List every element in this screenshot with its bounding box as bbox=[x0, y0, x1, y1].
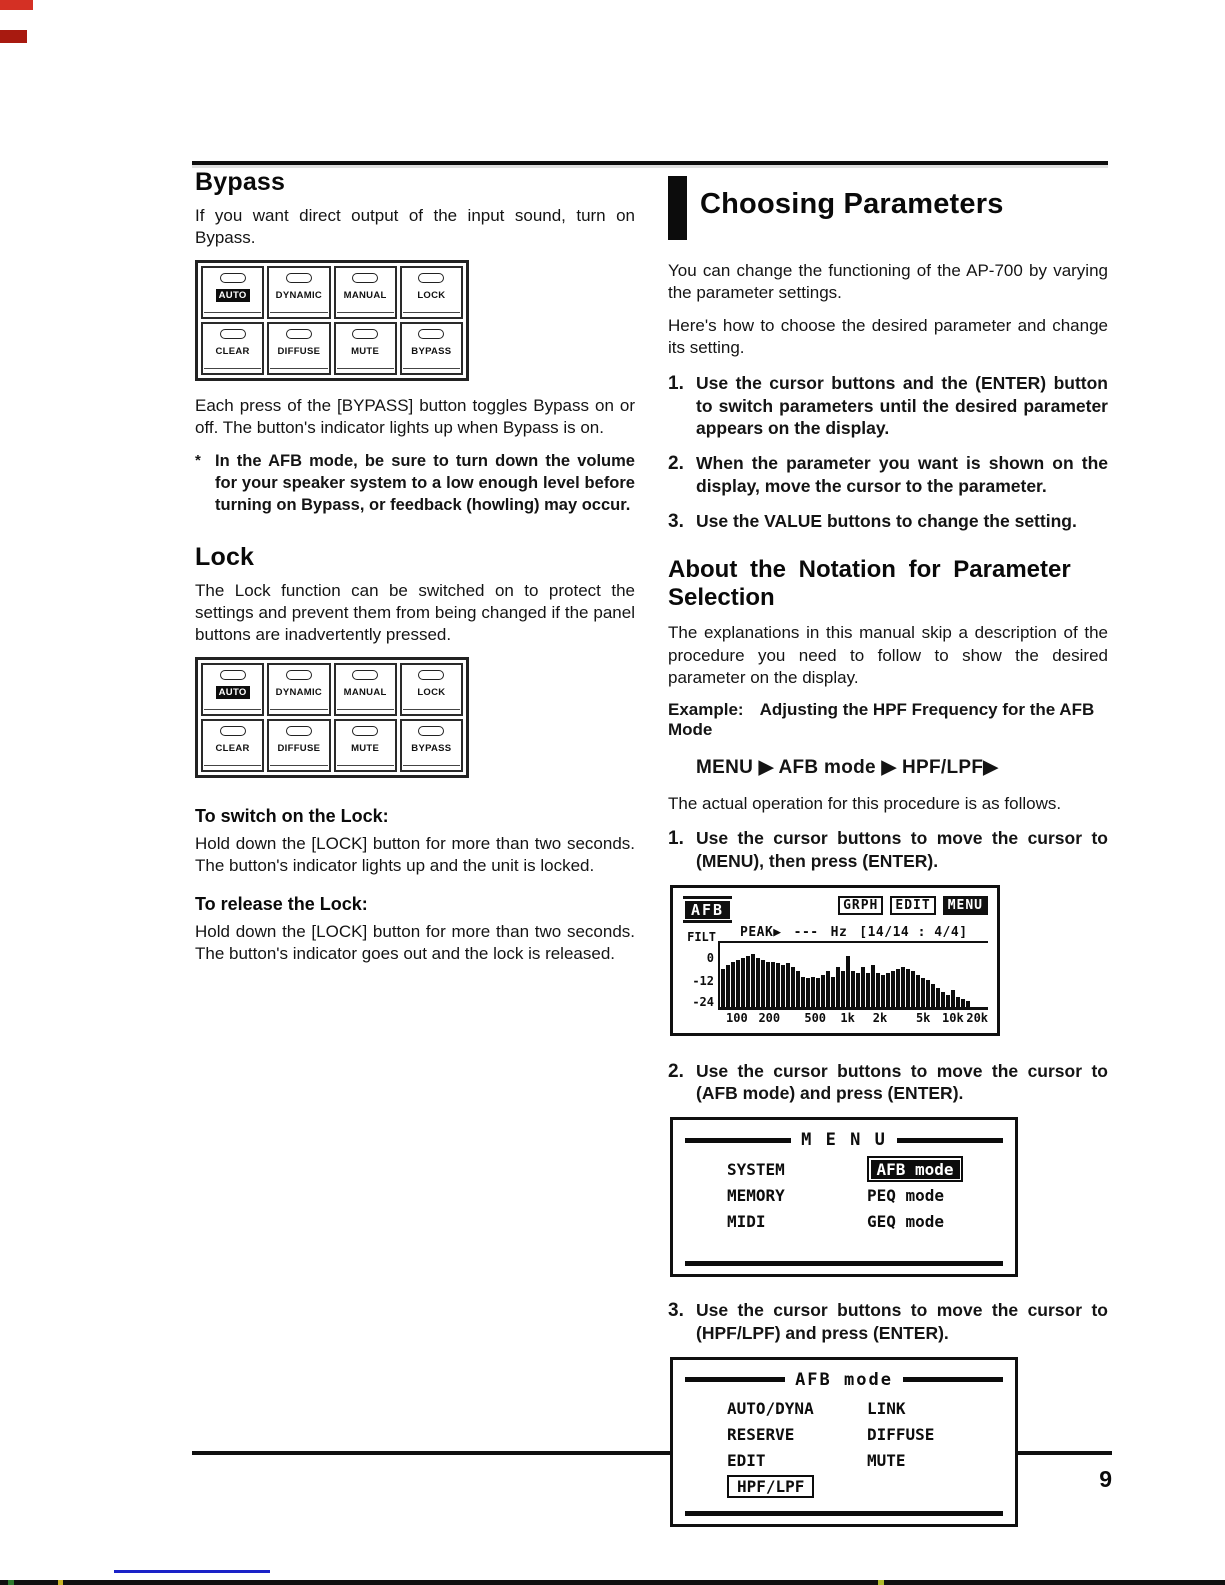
spectrum-bar bbox=[936, 988, 940, 1007]
spectrum-bar bbox=[771, 962, 775, 1007]
example-line bbox=[668, 700, 1108, 740]
hz-label: Hz bbox=[830, 924, 848, 940]
spectrum-bar bbox=[956, 997, 960, 1006]
spectrum-bar bbox=[871, 965, 875, 1006]
spectrum-bar bbox=[751, 954, 755, 1007]
grph-softkey: GRPH bbox=[838, 896, 883, 915]
lock-release-text: Hold down the [LOCK] button for more than two seconds. The button's indicator goes out and the lock is released. bbox=[195, 921, 635, 964]
menu-item-reserve: RESERVE bbox=[727, 1425, 795, 1445]
lock-switch-on-text: Hold down the [LOCK] button for more than two seconds. The button's indicator lights up and the unit is locked. bbox=[195, 833, 635, 876]
y-tick-label: 0 bbox=[706, 950, 714, 965]
menu-item-hpf-lpf-selected: HPF/LPF bbox=[727, 1475, 814, 1498]
button-indicator-led bbox=[352, 329, 378, 339]
lock-release-heading: To release the Lock: bbox=[195, 893, 368, 914]
lcd-display-spectrum bbox=[670, 885, 1000, 1036]
spectrum-bar bbox=[846, 956, 850, 1007]
button-label: DYNAMIC bbox=[275, 289, 323, 301]
spectrum-bar bbox=[901, 967, 905, 1007]
lock-intro: The Lock function can be switched on to protect the settings and prevent them from being changed if the panel buttons are inadvertently pressed. bbox=[195, 580, 635, 645]
spectrum-bar bbox=[881, 975, 885, 1007]
top-rule bbox=[192, 161, 1108, 165]
note-bullet: * bbox=[195, 451, 201, 469]
menu-item-geq-mode: GEQ mode bbox=[867, 1211, 945, 1231]
spectrum-bar bbox=[796, 971, 800, 1007]
panel-button-dynamic bbox=[267, 266, 330, 319]
spectrum-bar bbox=[816, 978, 820, 1006]
spectrum-bar bbox=[806, 978, 810, 1006]
button-indicator-led bbox=[220, 726, 246, 736]
button-indicator-led bbox=[352, 670, 378, 680]
button-label: AUTO bbox=[203, 687, 262, 698]
lcd-display-menu bbox=[670, 1117, 1018, 1277]
left-column bbox=[195, 168, 635, 976]
afb-mode-title: AFB mode bbox=[795, 1369, 893, 1390]
spectrum-bar bbox=[821, 975, 825, 1007]
button-label: MANUAL bbox=[343, 289, 387, 301]
panel-button-dynamic bbox=[267, 663, 330, 716]
menu-title: M E N U bbox=[801, 1130, 887, 1151]
x-tick-label: 200 bbox=[758, 1010, 781, 1025]
menu-item-diffuse: DIFFUSE bbox=[867, 1425, 935, 1445]
spectrum-bar bbox=[786, 963, 790, 1006]
panel-button-auto bbox=[201, 663, 264, 716]
button-indicator-led bbox=[418, 273, 444, 283]
menu-item-afb-mode-selected: AFB mode bbox=[867, 1156, 963, 1182]
button-label: MUTE bbox=[351, 742, 380, 754]
x-tick-label: 2k bbox=[872, 1010, 888, 1025]
spectrum-bar bbox=[741, 958, 745, 1007]
x-tick-label: 500 bbox=[804, 1010, 827, 1025]
button-label: DIFFUSE bbox=[277, 742, 321, 754]
example-text: Adjusting the HPF Frequency for the AFB Mode bbox=[668, 699, 1095, 739]
spectrum-bar bbox=[896, 969, 900, 1007]
menu-row bbox=[685, 1208, 1003, 1234]
page-number: 9 bbox=[1099, 1466, 1112, 1492]
lock-switch-on-heading: To switch on the Lock: bbox=[195, 805, 389, 826]
menu-item-midi: MIDI bbox=[727, 1211, 766, 1231]
example-label: Example: bbox=[668, 699, 744, 719]
spectrum-bar bbox=[966, 1001, 970, 1007]
spectrum-bar bbox=[851, 971, 855, 1007]
spectrum-bar bbox=[826, 971, 830, 1007]
spectrum-bar bbox=[726, 965, 730, 1006]
menu-item-mute: MUTE bbox=[867, 1451, 906, 1471]
y-tick-label: -12 bbox=[692, 973, 714, 988]
panel-button-lock bbox=[400, 266, 463, 319]
button-indicator-led bbox=[286, 726, 312, 736]
spectrum-bar bbox=[766, 962, 770, 1007]
scan-artifact-red-mark-2 bbox=[0, 30, 27, 43]
spectrum-bar bbox=[776, 963, 780, 1006]
button-indicator-led bbox=[286, 670, 312, 680]
spectrum-bar bbox=[841, 971, 845, 1007]
lcd-display-afb-mode bbox=[670, 1357, 1018, 1527]
choosing-para-2: Here's how to choose the desired parameter and change its setting. bbox=[668, 315, 1108, 358]
button-indicator-led bbox=[352, 273, 378, 283]
spectrum-bar bbox=[911, 971, 915, 1007]
panel-button-mute bbox=[334, 322, 397, 375]
menu-item-edit: EDIT bbox=[727, 1451, 766, 1471]
button-indicator-led bbox=[220, 670, 246, 680]
scan-artifact-speck bbox=[58, 1580, 63, 1585]
menu-bottom-bar bbox=[685, 1511, 1003, 1516]
menu-row bbox=[685, 1422, 1003, 1448]
button-label: DYNAMIC bbox=[275, 686, 323, 698]
step-text: When the parameter you want is shown on the display, move the cursor to the parameter. bbox=[696, 453, 1108, 496]
notation-heading: About the Notation for Parameter Selection bbox=[668, 555, 1071, 612]
button-label: BYPASS bbox=[411, 345, 452, 357]
panel-button-manual bbox=[334, 266, 397, 319]
page-counter: [14/14 : 4/4] bbox=[859, 924, 968, 940]
step-text: Use the cursor buttons to move the cursor to (AFB mode) and press (ENTER). bbox=[696, 1060, 1108, 1104]
title-bar-right bbox=[897, 1138, 1003, 1143]
spectrum-bar bbox=[721, 969, 725, 1007]
title-bar-right bbox=[903, 1377, 1003, 1382]
button-indicator-led bbox=[286, 329, 312, 339]
step-number: 3. bbox=[668, 1300, 684, 1322]
title-bar-left bbox=[685, 1377, 785, 1382]
spectrum-bar bbox=[946, 995, 950, 1006]
panel-button-auto bbox=[201, 266, 264, 319]
bypass-intro: If you want direct output of the input sound, turn on Bypass. bbox=[195, 206, 635, 248]
button-label: CLEAR bbox=[215, 345, 250, 357]
procedure-step-3 bbox=[668, 1299, 1108, 1345]
spectrum-bar bbox=[866, 973, 870, 1007]
note-text: In the AFB mode, be sure to turn down the volume for your speaker system to a low enough level before turning on Bypass, or feedback (howling) may occur. bbox=[215, 451, 635, 515]
panel-button-clear bbox=[201, 322, 264, 375]
choosing-parameters-headline bbox=[668, 176, 1108, 240]
spectrum-bar bbox=[736, 960, 740, 1007]
spectrum-bar bbox=[876, 973, 880, 1007]
spectrum-bar bbox=[916, 975, 920, 1007]
button-indicator-led bbox=[286, 273, 312, 283]
choosing-step-3 bbox=[668, 510, 1108, 534]
notation-para: The explanations in this manual skip a description of the procedure you need to follow to show the desired parameter on the display. bbox=[668, 623, 1108, 688]
button-label: BYPASS bbox=[411, 742, 452, 754]
choosing-step-2 bbox=[668, 452, 1108, 498]
spectrum-bar bbox=[801, 977, 805, 1007]
step-number: 2. bbox=[668, 1060, 684, 1082]
step-number: 2. bbox=[668, 453, 684, 474]
spectrum-bar bbox=[906, 969, 910, 1007]
button-indicator-led bbox=[418, 329, 444, 339]
filt-label: FILT bbox=[687, 929, 716, 944]
button-indicator-led bbox=[418, 726, 444, 736]
menu-title-row bbox=[685, 1130, 1003, 1150]
spectrum-bar bbox=[731, 962, 735, 1007]
scan-artifact-red-mark-1 bbox=[0, 0, 33, 10]
button-label: DIFFUSE bbox=[277, 345, 321, 357]
menu-item-peq-mode: PEQ mode bbox=[867, 1185, 945, 1205]
procedure-step-2 bbox=[668, 1060, 1108, 1106]
spectrum-bar bbox=[926, 980, 930, 1006]
spectrum-bar bbox=[891, 971, 895, 1007]
menu-row bbox=[685, 1156, 1003, 1182]
step-text: Use the VALUE buttons to change the setting. bbox=[696, 510, 1077, 531]
choosing-para-1: You can change the functioning of the AP-700 by varying the parameter settings. bbox=[668, 261, 1108, 303]
afb-tab: AFB bbox=[685, 901, 730, 919]
step-text: Use the cursor buttons to move the cursor to (MENU), then press (ENTER). bbox=[696, 828, 1108, 871]
x-axis-labels bbox=[718, 1012, 988, 1027]
menu-bottom-bar bbox=[685, 1261, 1003, 1266]
lock-button-panel-diagram bbox=[195, 657, 469, 778]
choosing-parameters-heading: Choosing Parameters bbox=[700, 188, 1004, 220]
scan-artifact-blue-line bbox=[114, 1570, 270, 1573]
button-indicator-led bbox=[220, 329, 246, 339]
x-tick-label: 1k bbox=[840, 1010, 855, 1025]
afb-warning-note bbox=[195, 450, 635, 517]
menu-softkey-selected: MENU bbox=[943, 896, 988, 915]
button-indicator-led bbox=[352, 726, 378, 736]
button-indicator-led bbox=[220, 273, 246, 283]
x-tick-label: 10k bbox=[942, 1010, 964, 1025]
spectrum-bar bbox=[941, 992, 945, 1007]
menu-item-memory: MEMORY bbox=[727, 1185, 785, 1205]
panel-button-bypass bbox=[400, 719, 463, 772]
notation-para-2: The actual operation for this procedure is as follows. bbox=[668, 793, 1062, 813]
bypass-heading: Bypass bbox=[195, 168, 286, 196]
spectrum-bar bbox=[746, 956, 750, 1007]
peak-label: PEAK▶ bbox=[740, 924, 782, 940]
menu-item-auto-dyna: AUTO/DYNA bbox=[727, 1399, 814, 1419]
spectrum-bar bbox=[831, 977, 835, 1007]
spectrum-bar bbox=[756, 958, 760, 1007]
menu-row bbox=[685, 1396, 1003, 1422]
spectrum-bar bbox=[931, 984, 935, 1007]
step-number: 1. bbox=[668, 828, 684, 850]
headline-bar bbox=[668, 176, 687, 240]
menu-item-system: SYSTEM bbox=[727, 1159, 785, 1179]
step-number: 3. bbox=[668, 510, 684, 532]
panel-button-manual bbox=[334, 663, 397, 716]
button-label: MUTE bbox=[351, 345, 380, 357]
button-label: LOCK bbox=[417, 686, 446, 698]
button-indicator-led bbox=[418, 670, 444, 680]
button-label: AUTO bbox=[203, 290, 262, 301]
spectrum-bar bbox=[811, 977, 815, 1007]
spectrum-bar bbox=[856, 973, 860, 1007]
button-label: MANUAL bbox=[343, 686, 387, 698]
spectrum-bars bbox=[721, 943, 988, 1007]
bypass-button-panel-diagram bbox=[195, 260, 469, 381]
scan-artifact-speck bbox=[8, 1580, 14, 1585]
y-tick-label: -24 bbox=[692, 994, 714, 1009]
menu-row bbox=[685, 1448, 1003, 1474]
menu-row bbox=[685, 1182, 1003, 1208]
button-label: CLEAR bbox=[215, 742, 250, 754]
step-text: Use the cursor buttons and the (ENTER) button to switch parameters until the desired parameter appears on the display. bbox=[696, 372, 1108, 439]
spectrum-bar bbox=[791, 967, 795, 1007]
peak-value-dashes: --- bbox=[793, 924, 819, 940]
spectrum-bar bbox=[781, 965, 785, 1006]
scan-artifact-bottom-edge bbox=[0, 1580, 1225, 1585]
panel-button-diffuse bbox=[267, 719, 330, 772]
afb-tab-frame bbox=[683, 896, 732, 923]
menu-title-row bbox=[685, 1370, 1003, 1390]
lock-heading: Lock bbox=[195, 542, 255, 571]
panel-button-lock bbox=[400, 663, 463, 716]
step-text: Use the cursor buttons to move the cursor to (HPF/LPF) and press (ENTER). bbox=[696, 1300, 1108, 1343]
menu-item-link: LINK bbox=[867, 1399, 906, 1419]
spectrum-bar bbox=[951, 990, 955, 1007]
button-label: LOCK bbox=[417, 289, 446, 301]
choosing-step-1 bbox=[668, 372, 1108, 440]
step-number: 1. bbox=[668, 372, 684, 394]
x-tick-label: 100 bbox=[726, 1010, 748, 1025]
bypass-paragraph: Each press of the [BYPASS] button toggles Bypass on or off. The button's indicator lights up when Bypass is on. bbox=[195, 395, 635, 438]
procedure-step-1 bbox=[668, 827, 1108, 873]
scan-artifact-speck bbox=[878, 1580, 884, 1585]
x-tick-label: 20k bbox=[966, 1010, 989, 1025]
parameter-breadcrumb: MENU ▶ AFB mode ▶ HPF/LPF▶ bbox=[696, 756, 999, 778]
right-column bbox=[668, 176, 1108, 1539]
edit-softkey: EDIT bbox=[890, 896, 935, 915]
spectrum-bar bbox=[961, 999, 965, 1007]
panel-button-diffuse bbox=[267, 322, 330, 375]
panel-button-bypass bbox=[400, 322, 463, 375]
spectrum-bar bbox=[886, 973, 890, 1007]
spectrum-bar bbox=[921, 978, 925, 1006]
spectrum-bar bbox=[836, 967, 840, 1007]
spectrum-bar bbox=[861, 967, 865, 1007]
panel-button-mute bbox=[334, 719, 397, 772]
panel-button-clear bbox=[201, 719, 264, 772]
menu-row bbox=[685, 1474, 1003, 1500]
title-bar-left bbox=[685, 1138, 791, 1143]
x-tick-label: 5k bbox=[915, 1010, 931, 1025]
spectrum-bar bbox=[761, 960, 765, 1007]
